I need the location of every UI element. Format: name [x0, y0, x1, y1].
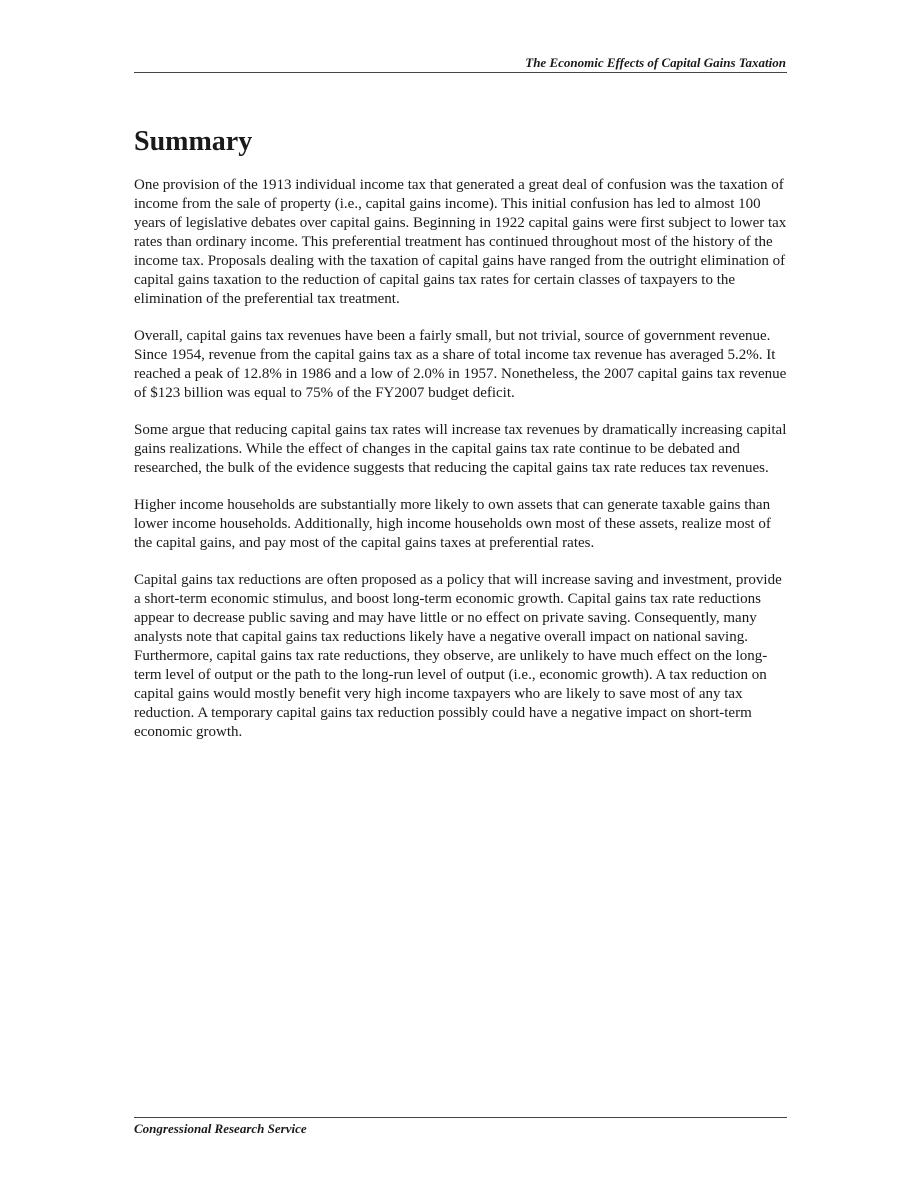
- paragraph: Overall, capital gains tax revenues have been a fairly small, but not trivial, source of government revenue. Since 1954, revenue from the capital gains tax as a share of total income tax revenue has averaged 5.2%. It reached a peak of 12.8% in 1986 and a low of 2.0% in 1957. Nonetheless, the 2007 capital gains tax revenue of $123 billion was equal to 75% of the FY2007 budget deficit.: [134, 328, 787, 401]
- paragraph: Higher income households are substantially more likely to own assets that can generate taxable gains than lower income households. Additionally, high income households own most of these assets, realize most of the capital gains, and pay most of the capital gains taxes at preferential rates.: [134, 497, 771, 551]
- header-rule: [134, 72, 787, 73]
- running-header-title: The Economic Effects of Capital Gains Taxation: [525, 55, 786, 70]
- section-title: Summary: [134, 126, 253, 157]
- paragraph: One provision of the 1913 individual income tax that generated a great deal of confusion was the taxation of income from the sale of property (i.e., capital gains income). This initial confusion has led to almost 100 years of legislative debates over capital gains. Beginning in 1922 capital gains were first subject to lower tax rates than ordinary income. This preferential treatment has continued throughout most of the history of the income tax. Proposals dealing with the taxation of capital gains have ranged from the outright elimination of capital gains taxation to the reduction of capital gains tax rates for certain classes of taxpayers to the elimination of the preferential tax treatment.: [134, 177, 787, 307]
- running-footer-organization: Congressional Research Service: [134, 1121, 307, 1136]
- footer-rule: [134, 1117, 787, 1118]
- paragraph: Capital gains tax reductions are often proposed as a policy that will increase saving and investment, provide a short-term economic stimulus, and boost long-term economic growth. Capital gains tax rate reductions appear to decrease public saving and may have little or no effect on private saving. Consequently, many analysts note that capital gains tax reductions likely have a negative overall impact on national saving. Furthermore, capital gains tax rate reductions, they observe, are unlikely to have much effect on the long-term level of output or the path to the long-run level of output (i.e., economic growth). A tax reduction on capital gains would mostly benefit very high income taxpayers who are likely to save most of any tax reduction. A temporary capital gains tax reduction possibly could have a negative impact on short-term economic growth.: [134, 572, 782, 740]
- summary-body: [134, 176, 788, 760]
- paragraph: Some argue that reducing capital gains tax rates will increase tax revenues by dramatically increasing capital gains realizations. While the effect of changes in the capital gains tax rate continue to be debated and researched, the bulk of the evidence suggests that reducing the capital gains tax rate reduces tax revenues.: [134, 422, 787, 476]
